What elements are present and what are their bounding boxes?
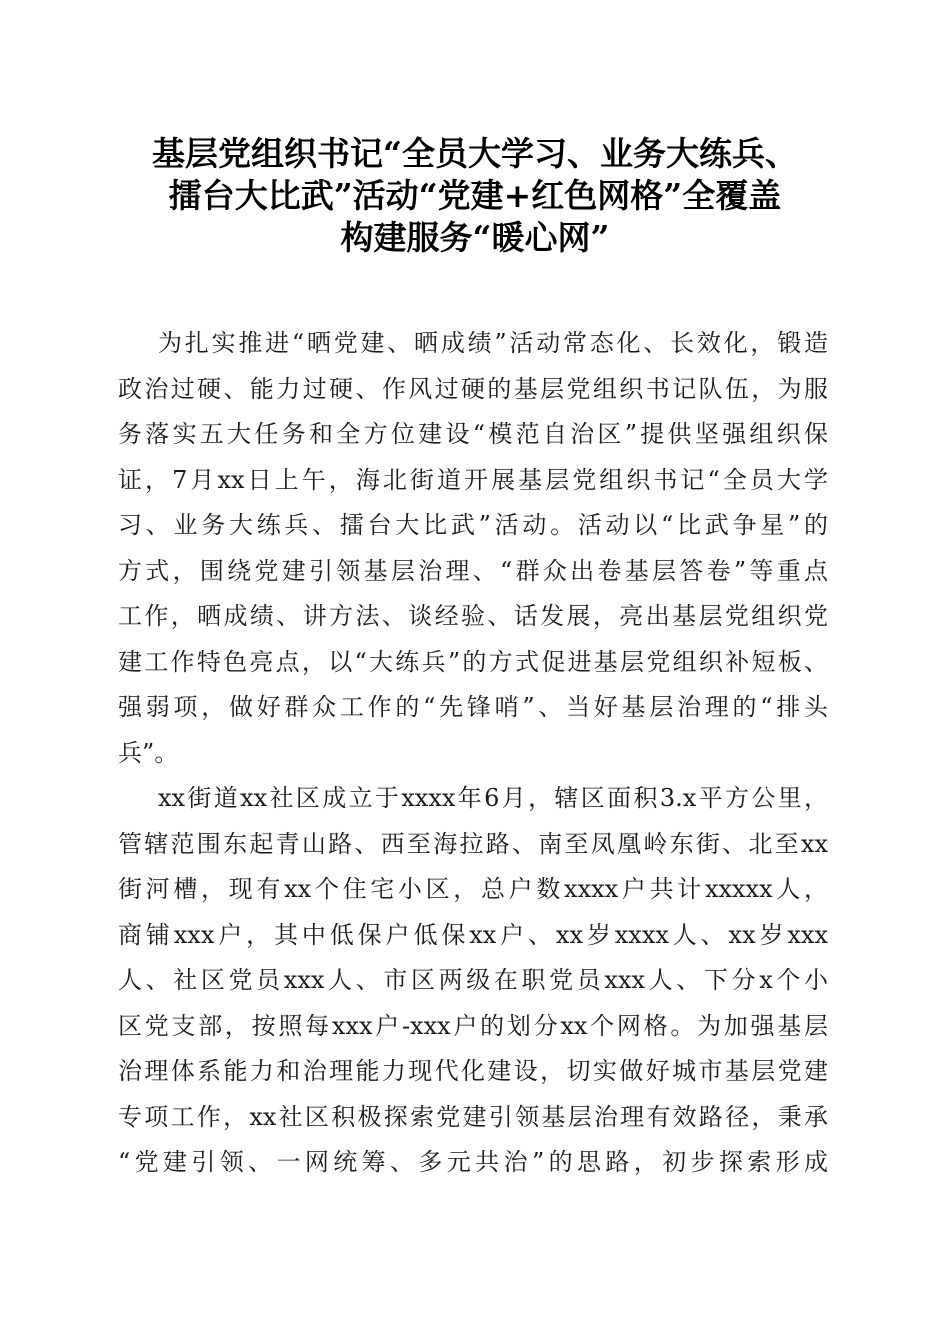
text-line: 街河槽，现有xx个住宅小区，总户数xxxx户共计xxxxx人， xyxy=(118,875,828,903)
paragraph-1 xyxy=(118,321,828,776)
text-line: xx街道xx社区成立于xxxx年6月，辖区面积3.x平方公里， xyxy=(158,784,828,812)
text-line: 政治过硬、能力过硬、作风过硬的基层党组织书记队伍，为服 xyxy=(118,374,828,403)
text-line: 兵”。 xyxy=(118,738,179,767)
document-title xyxy=(100,133,850,259)
text-line: 专项工作，xx社区积极探索党建引领基层治理有效路径，秉承 xyxy=(118,1102,828,1131)
title-line: 擂台大比武”活动“党建+红色网格”全覆盖 xyxy=(168,176,782,215)
text-line: 工作，晒成绩、讲方法、谈经验、话发展，亮出基层党组织党 xyxy=(118,602,828,630)
text-line: 管辖范围东起青山路、西至海拉路、南至凤凰岭东街、北至xx xyxy=(118,829,828,858)
text-line: 习、业务大练兵、擂台大比武”活动。活动以“比武争星”的 xyxy=(118,511,828,539)
text-line: 建工作特色亮点，以“大练兵”的方式促进基层党组织补短板、 xyxy=(118,647,828,676)
text-line: 务落实五大任务和全方位建设“模范自治区”提供坚强组织保 xyxy=(118,420,828,448)
text-line: 方式，围绕党建引领基层治理、“群众出卷基层答卷”等重点 xyxy=(118,556,828,585)
text-line: 强弱项，做好群众工作的“先锋哨”、当好基层治理的“排头 xyxy=(118,693,828,721)
text-line: 为扎实推进“晒党建、晒成绩”活动常态化、长效化，锻造 xyxy=(158,329,828,357)
title-line: 构建服务“暖心网” xyxy=(340,218,610,257)
title-line: 基层党组织书记“全员大学习、业务大练兵、 xyxy=(152,134,798,173)
text-line: 治理体系能力和治理能力现代化建设，切实做好城市基层党建 xyxy=(118,1057,828,1085)
text-line: 区党支部，按照每xxx户-xxx户的划分xx个网格。为加强基层 xyxy=(118,1011,828,1040)
text-line: 商铺xxx户，其中低保户低保xx户、xx岁xxxx人、xx岁xxx xyxy=(118,920,828,949)
paragraph-2 xyxy=(118,776,828,1186)
text-line: “党建引领、一网统筹、多元共治”的思路，初步探索形成 xyxy=(118,1148,828,1176)
text-line: 人、社区党员xxx人、市区两级在职党员xxx人、下分x个小 xyxy=(118,966,828,994)
text-line: 证，7月xx日上午，海北街道开展基层党组织书记“全员大学 xyxy=(118,465,828,494)
document-body xyxy=(118,321,828,1186)
